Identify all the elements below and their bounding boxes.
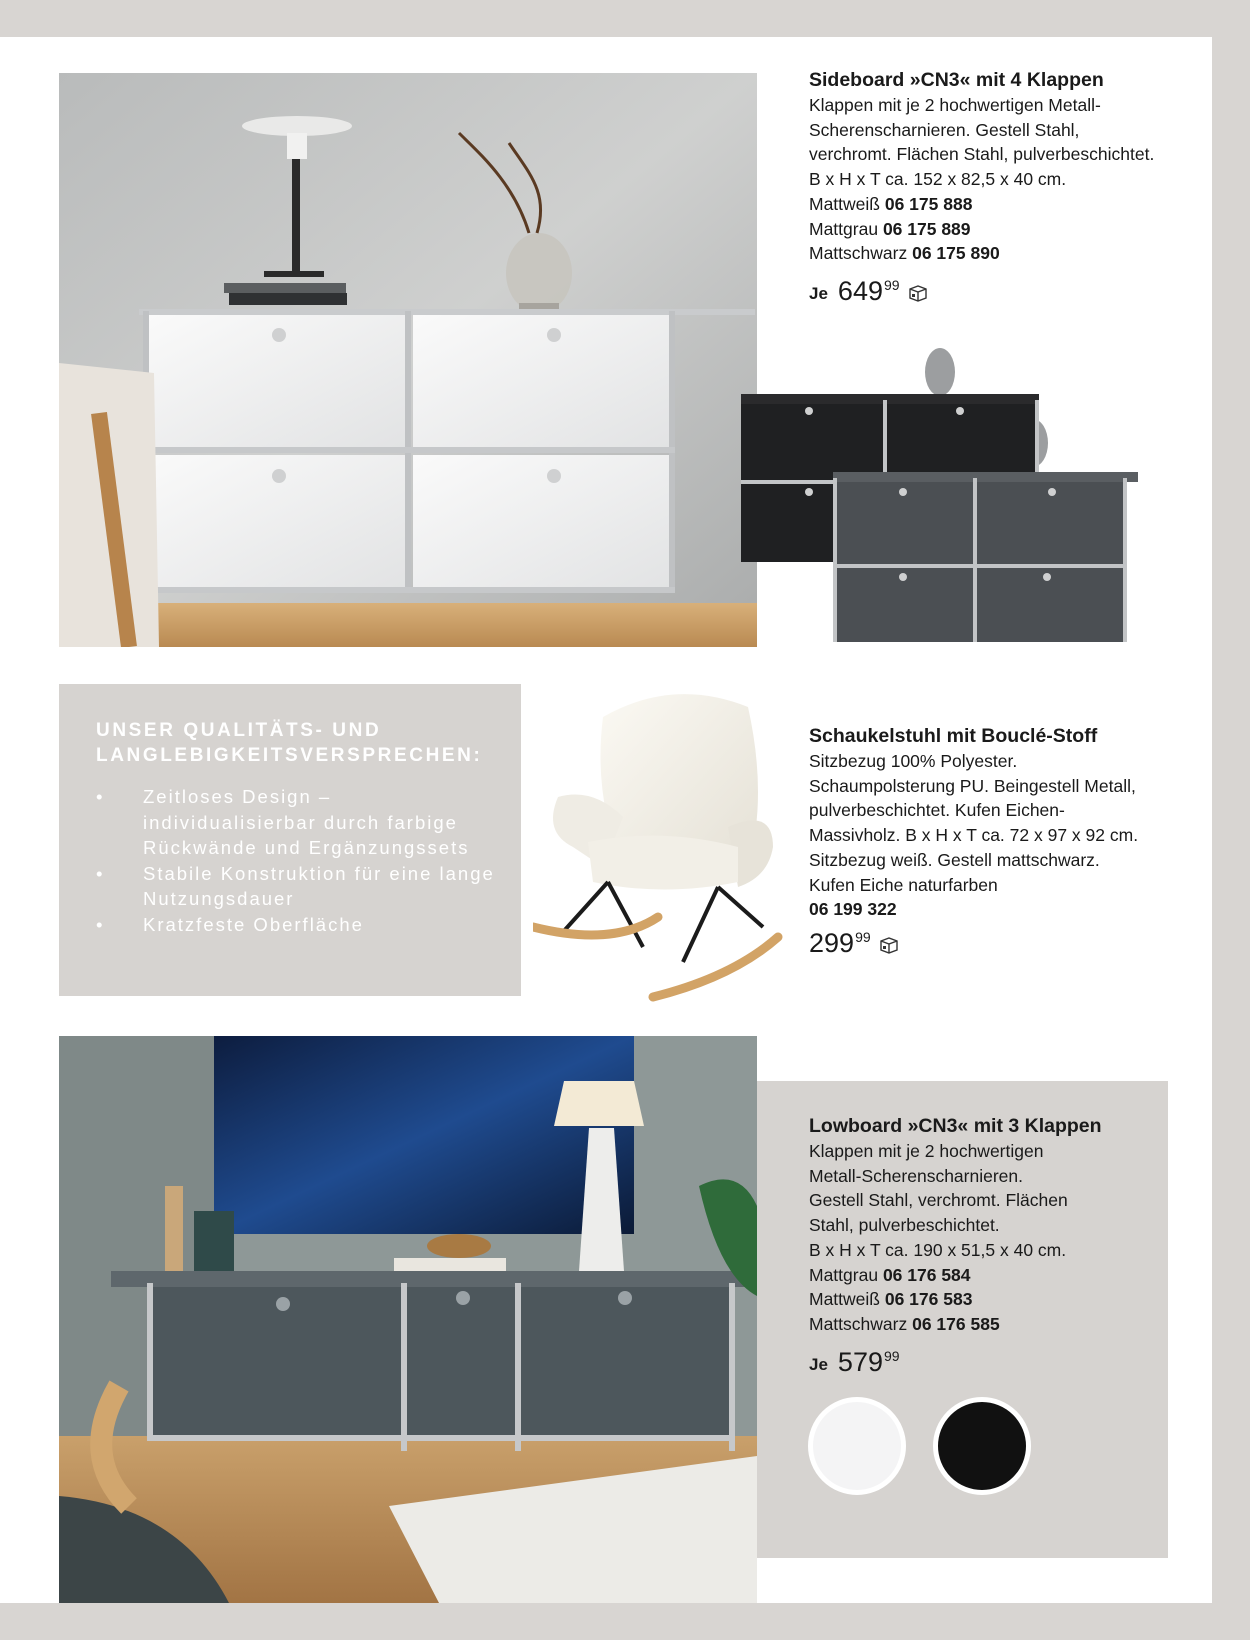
lowboard-room-photo <box>59 1036 757 1603</box>
rocking-chair-desc-line: Sitzbezug 100% Polyester. <box>809 751 1018 771</box>
variant-color: Mattschwarz <box>809 243 908 264</box>
rocking-chair-title: Schaukelstuhl mit Bouclé-Stoff <box>809 725 1098 747</box>
lowboard-info <box>809 1114 1164 1377</box>
sideboard-variant <box>809 241 1204 266</box>
lowboard-variant <box>809 1312 1164 1337</box>
lowboard-variant <box>809 1287 1164 1312</box>
rocking-chair-desc-line: Kufen Eiche naturfarben <box>809 874 998 895</box>
price-cents: 99 <box>883 1347 900 1364</box>
delivery-box-icon <box>879 936 899 954</box>
quality-title-line: UNSER QUALITÄTS- UND <box>96 720 382 741</box>
sideboard-desc-line: B x H x T ca. 152 x 82,5 x 40 cm. <box>809 169 1067 190</box>
list-item-text: Kratzfeste Oberfläche <box>143 913 364 935</box>
sideboard-desc-line: Scherenscharnieren. Gestell Stahl, <box>809 119 1080 140</box>
price-main: 299 <box>809 927 855 958</box>
list-item-text: Stabile Konstruktion für eine lange Nutzungsdauer <box>143 862 495 910</box>
lowboard-desc-line: Gestell Stahl, verchromt. Flächen <box>809 1190 1068 1211</box>
list-item <box>96 784 506 861</box>
variant-color: Mattschwarz <box>809 1313 908 1334</box>
variant-article: 06 175 888 <box>884 193 973 214</box>
price-main: 579 <box>837 1346 883 1377</box>
quality-promise-box <box>59 684 521 996</box>
color-swatch-white[interactable] <box>808 1397 906 1495</box>
bullet: • <box>96 913 105 935</box>
variant-article: 06 175 889 <box>882 218 971 239</box>
price-cents: 99 <box>883 276 900 293</box>
bullet: • <box>96 786 105 807</box>
list-item <box>96 861 506 912</box>
catalog-page <box>0 37 1212 1603</box>
rocking-chair-image <box>533 677 793 1022</box>
sideboard-room-photo <box>59 73 757 647</box>
variant-color: Mattgrau <box>809 218 879 239</box>
color-swatch-black[interactable] <box>933 1397 1031 1495</box>
variant-article: 06 176 584 <box>882 1264 971 1285</box>
rocking-chair-article: 06 199 322 <box>809 899 897 920</box>
variant-article: 06 175 890 <box>912 243 1000 264</box>
price-cents: 99 <box>855 928 871 945</box>
delivery-box-icon <box>908 284 928 302</box>
lowboard-desc-line: Stahl, pulverbeschichtet. <box>809 1215 1000 1236</box>
lowboard-price <box>809 1347 1164 1377</box>
quality-title-line: LANGLEBIGKEITSVERSPRECHEN: <box>96 745 483 766</box>
sideboard-desc-line: verchromt. Flächen Stahl, pulverbeschichtet. <box>809 144 1155 165</box>
price-main: 649 <box>837 275 883 306</box>
rocking-chair-price <box>809 928 1204 958</box>
variant-article: 06 176 585 <box>912 1313 1000 1334</box>
rocking-chair-desc-line: Schaumpolsterung PU. Beingestell Metall, <box>809 775 1136 796</box>
lowboard-variant <box>809 1263 1164 1288</box>
rocking-chair-desc-line: Sitzbezug weiß. Gestell mattschwarz. <box>809 849 1100 870</box>
sideboard-variant <box>809 192 1204 217</box>
variant-color: Mattgrau <box>809 1264 879 1285</box>
lowboard-desc-line: B x H x T ca. 190 x 51,5 x 40 cm. <box>809 1239 1067 1260</box>
lowboard-desc-line: Metall-Scherenscharnieren. <box>809 1165 1023 1186</box>
bullet: • <box>96 862 105 884</box>
lowboard-title: Lowboard »CN3« mit 3 Klappen <box>809 1115 1102 1137</box>
rocking-chair-desc-line: Massivholz. B x H x T ca. 72 x 97 x 92 cm. <box>809 825 1139 846</box>
sideboard-desc-line: Klappen mit je 2 hochwertigen Metall- <box>809 95 1101 115</box>
rocking-chair-info <box>809 724 1204 958</box>
variant-article: 06 176 583 <box>884 1289 973 1310</box>
sideboard-info <box>809 68 1204 306</box>
sideboard-variant <box>809 217 1204 242</box>
variant-color: Mattweiß <box>809 193 880 214</box>
sideboard-title: Sideboard »CN3« mit 4 Klappen <box>809 69 1104 91</box>
list-item <box>96 912 506 938</box>
sideboard-product-image <box>737 342 1142 642</box>
lowboard-desc-line: Klappen mit je 2 hochwertigen <box>809 1141 1044 1161</box>
sideboard-price <box>809 276 1204 306</box>
quality-list <box>96 784 506 938</box>
rocking-chair-article-line <box>809 897 1204 922</box>
list-item-text: Zeitloses Design – individualisierbar durch farbige Rückwände und Ergänzungssets <box>143 786 470 859</box>
rocking-chair-desc-line: pulverbeschichtet. Kufen Eichen- <box>809 800 1065 821</box>
quality-title <box>96 718 516 768</box>
variant-color: Mattweiß <box>809 1289 880 1310</box>
price-prefix: Je <box>809 1354 828 1374</box>
price-prefix: Je <box>809 283 828 303</box>
